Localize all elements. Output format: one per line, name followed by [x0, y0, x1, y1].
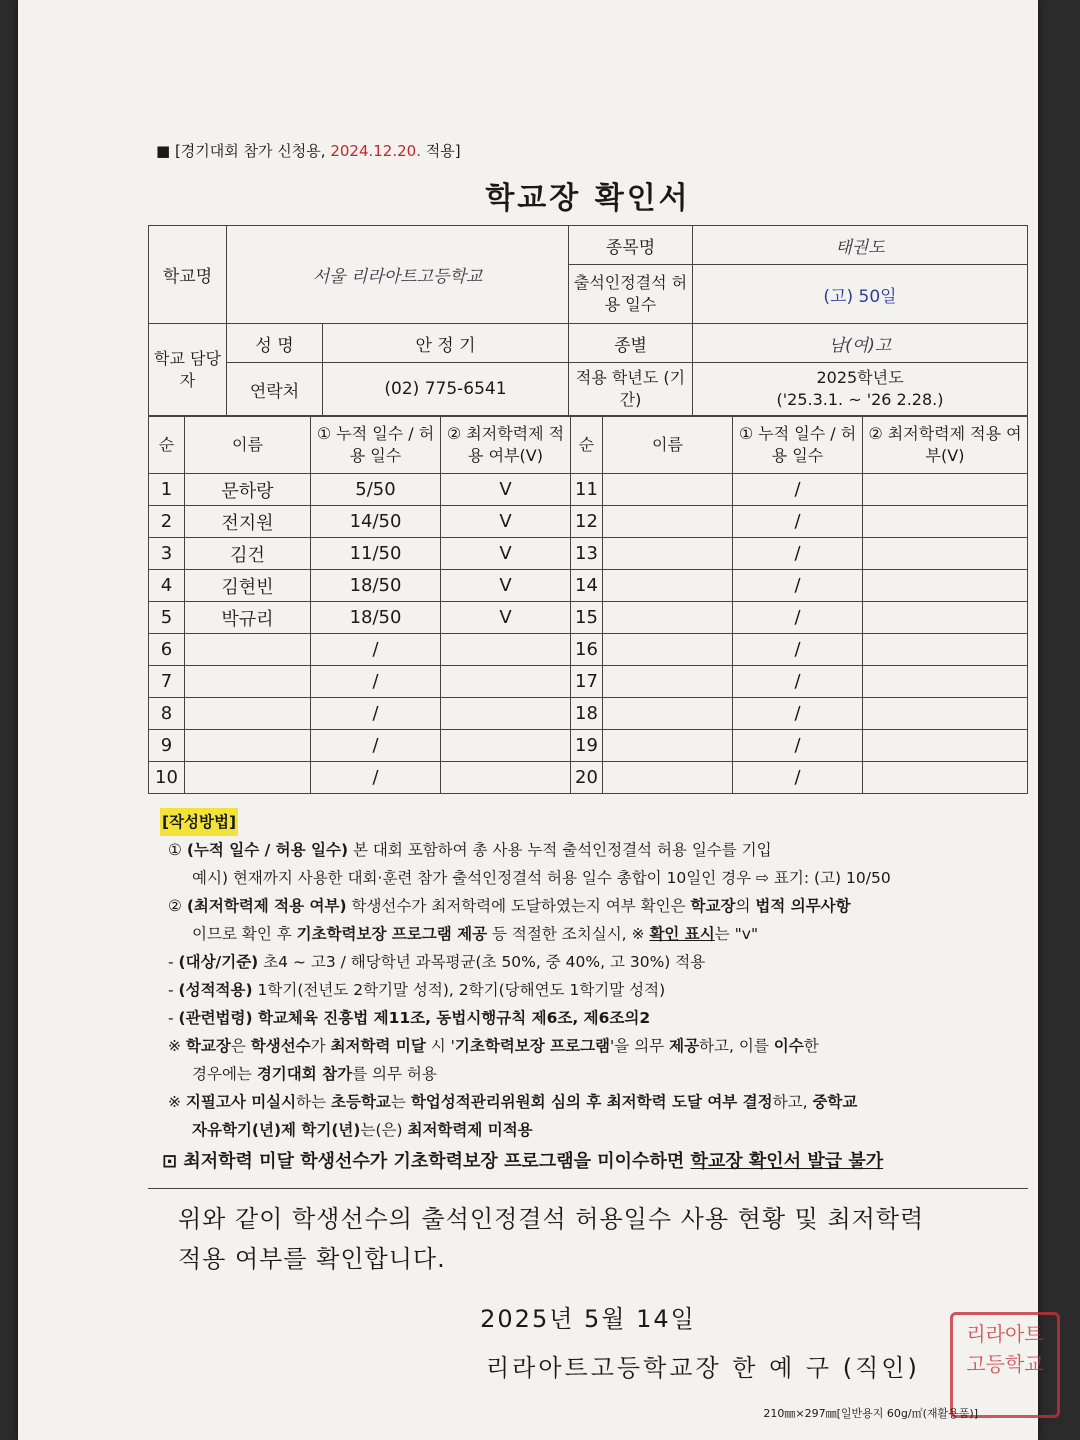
- row-no: 4: [149, 570, 185, 602]
- school-value: 서울 리라아트고등학교: [227, 226, 569, 324]
- row-days-2: /: [733, 666, 863, 698]
- official-seal: [950, 1312, 1060, 1418]
- col-days-2: ① 누적 일수 / 허용 일수: [733, 417, 863, 474]
- row-days: 11/50: [311, 538, 441, 570]
- row-no-2: 12: [571, 506, 603, 538]
- document-title: 학교장 확인서: [485, 181, 691, 216]
- signer: 리라아트고등학교장 한 예 구 (직인): [486, 1354, 920, 1382]
- row-name: [185, 762, 311, 794]
- table-row: [149, 698, 1028, 730]
- row-no-2: 13: [571, 538, 603, 570]
- row-days: /: [311, 762, 441, 794]
- col-min-2: ② 최저학력제 적용 여부(V): [863, 417, 1028, 474]
- row-name: 김현빈: [185, 570, 311, 602]
- row-min-2: [863, 666, 1028, 698]
- type-value: 남(여)고: [693, 324, 1028, 363]
- name-value: 안 정 기: [323, 324, 569, 363]
- year-period: ('25.3.1. ~ '26 2.28.): [776, 390, 944, 409]
- method-line-10: ※ 지필고사 미실시하는 초등학교는 학업성적관리위원회 심의 후 최저학력 도달 여부 결정하고, 중학교: [168, 1093, 858, 1111]
- row-name: 김건: [185, 538, 311, 570]
- row-days-2: /: [733, 602, 863, 634]
- row-min: [441, 698, 571, 730]
- row-min: [441, 666, 571, 698]
- row-days: /: [311, 698, 441, 730]
- confirm-text: 위와 같이 학생선수의 출석인정결석 허용일수 사용 현황 및 최저학력 적용 여부를 확인합니다.: [178, 1205, 925, 1273]
- col-name-2: 이름: [603, 417, 733, 474]
- table-row: [149, 634, 1028, 666]
- row-min-2: [863, 698, 1028, 730]
- method-line-9: 경우에는 경기대회 참가를 의무 허용: [192, 1065, 437, 1083]
- row-days-2: /: [733, 506, 863, 538]
- row-no-2: 16: [571, 634, 603, 666]
- row-no-2: 15: [571, 602, 603, 634]
- row-days: 18/50: [311, 570, 441, 602]
- row-name-2: [603, 538, 733, 570]
- row-min-2: [863, 634, 1028, 666]
- method-line-5: - (대상/기준) 초4 ~ 고3 / 해당학년 과목평균(초 50%, 중 40%, 고 30%) 적용: [168, 953, 706, 971]
- method-section: [148, 808, 1028, 1176]
- info-table: [148, 225, 1028, 416]
- method-line-8: ※ 학교장은 학생선수가 최저학력 미달 시 '기초학력보장 프로그램'을 의무 제공하고, 이를 이수한: [168, 1037, 819, 1055]
- row-name: 박규리: [185, 602, 311, 634]
- table-row: [149, 506, 1028, 538]
- row-days: 5/50: [311, 474, 441, 506]
- col-no-2: 순: [571, 417, 603, 474]
- document-body: [148, 140, 1028, 1383]
- col-no: 순: [149, 417, 185, 474]
- method-line-1: ① (누적 일수 / 허용 일수) 본 대회 포함하여 총 사용 누적 출석인정결석 허용 일수를 기입: [168, 841, 772, 859]
- row-min-2: [863, 570, 1028, 602]
- school-label: 학교명: [149, 226, 227, 324]
- days-label: 출석인정결석 허용 일수: [569, 265, 693, 324]
- row-name-2: [603, 602, 733, 634]
- method-line-7: - (관련법령) 학교체육 진흥법 제11조, 동법시행규칙 제6조, 제6조의2: [168, 1009, 651, 1027]
- row-min-2: [863, 602, 1028, 634]
- tag-date: 2024.12.20.: [330, 142, 421, 160]
- table-row: [149, 666, 1028, 698]
- row-min: [441, 634, 571, 666]
- days-value: (고) 50일: [693, 265, 1028, 324]
- separator-line: [148, 1188, 1028, 1189]
- row-days-2: /: [733, 570, 863, 602]
- arrow-box-icon: ⊡: [162, 1151, 178, 1172]
- row-no-2: 20: [571, 762, 603, 794]
- row-name: [185, 698, 311, 730]
- row-days-2: /: [733, 698, 863, 730]
- method-line-4: 이므로 확인 후 기초학력보장 프로그램 제공 등 적절한 조치실시, ※ 확인 표시는 "v": [192, 925, 759, 943]
- final-notice: ⊡ 최저학력 미달 학생선수가 기초학력보장 프로그램을 미이수하면 학교장 확인서 발급 불가: [162, 1151, 884, 1172]
- row-days-2: /: [733, 474, 863, 506]
- row-name-2: [603, 506, 733, 538]
- row-min: V: [441, 570, 571, 602]
- row-name-2: [603, 634, 733, 666]
- row-name: [185, 730, 311, 762]
- bullet-square-icon: ■: [156, 142, 175, 160]
- confirm-date: 2025년 5월 14일: [480, 1305, 696, 1333]
- sport-value: 태권도: [693, 226, 1028, 265]
- row-days: 18/50: [311, 602, 441, 634]
- year-cell: [693, 363, 1028, 416]
- row-no: 9: [149, 730, 185, 762]
- roster-table: [148, 416, 1028, 794]
- name-label: 성 명: [227, 324, 323, 363]
- col-days: ① 누적 일수 / 허용 일수: [311, 417, 441, 474]
- row-no: 6: [149, 634, 185, 666]
- row-days: /: [311, 666, 441, 698]
- col-min: ② 최저학력제 적용 여부(V): [441, 417, 571, 474]
- row-no: 1: [149, 474, 185, 506]
- row-name-2: [603, 666, 733, 698]
- table-row: [149, 474, 1028, 506]
- method-heading: [작성방법]: [160, 808, 238, 836]
- row-min-2: [863, 474, 1028, 506]
- row-no: 3: [149, 538, 185, 570]
- row-name: [185, 666, 311, 698]
- row-min: [441, 762, 571, 794]
- table-row: [149, 730, 1028, 762]
- row-name: 전지원: [185, 506, 311, 538]
- method-line-2: 예시) 현재까지 사용한 대회·훈련 참가 출석인정결석 허용 일수 총합이 10일인 경우 ⇨ 표기: (고) 10/50: [192, 869, 891, 887]
- row-name: 문하랑: [185, 474, 311, 506]
- row-days-2: /: [733, 634, 863, 666]
- row-min-2: [863, 730, 1028, 762]
- type-label: 종별: [569, 324, 693, 363]
- row-days: /: [311, 730, 441, 762]
- row-days-2: /: [733, 762, 863, 794]
- row-name: [185, 634, 311, 666]
- row-min: V: [441, 538, 571, 570]
- document-page: [18, 0, 1044, 1440]
- row-days-2: /: [733, 538, 863, 570]
- sport-label: 종목명: [569, 226, 693, 265]
- manager-label: 학교 담당자: [149, 324, 227, 416]
- row-name-2: [603, 570, 733, 602]
- row-no: 7: [149, 666, 185, 698]
- row-no: 5: [149, 602, 185, 634]
- method-line-11: 자유학기(년)제 학기(년)는(은) 최저학력제 미적용: [192, 1121, 533, 1139]
- row-min: V: [441, 506, 571, 538]
- row-name-2: [603, 730, 733, 762]
- col-name: 이름: [185, 417, 311, 474]
- row-no: 2: [149, 506, 185, 538]
- row-name-2: [603, 474, 733, 506]
- row-days: 14/50: [311, 506, 441, 538]
- row-no: 8: [149, 698, 185, 730]
- row-no-2: 14: [571, 570, 603, 602]
- contact-value: (02) 775-6541: [323, 363, 569, 416]
- row-days-2: /: [733, 730, 863, 762]
- row-no-2: 11: [571, 474, 603, 506]
- row-min: V: [441, 602, 571, 634]
- row-min: V: [441, 474, 571, 506]
- table-row: [149, 602, 1028, 634]
- row-days: /: [311, 634, 441, 666]
- method-line-3: ② (최저학력제 적용 여부) 학생선수가 최저학력에 도달하였는지 여부 확인은 학교장의 법적 의무사항: [168, 897, 851, 915]
- row-no-2: 18: [571, 698, 603, 730]
- form-tag: ■ [경기대회 참가 신청용, 2024.12.20. 적용]: [156, 142, 461, 160]
- row-no-2: 19: [571, 730, 603, 762]
- row-min-2: [863, 538, 1028, 570]
- row-min: [441, 730, 571, 762]
- year-value: 2025학년도: [816, 368, 904, 387]
- method-line-6: - (성적적용) 1학기(전년도 2학기말 성적), 2학기(당해연도 1학기말 성적): [168, 981, 666, 999]
- row-min-2: [863, 762, 1028, 794]
- row-min-2: [863, 506, 1028, 538]
- year-label: 적용 학년도 (기간): [569, 363, 693, 416]
- row-no-2: 17: [571, 666, 603, 698]
- table-row: [149, 570, 1028, 602]
- contact-label: 연락처: [227, 363, 323, 416]
- row-name-2: [603, 762, 733, 794]
- paper-spec: 210㎜×297㎜[일반용지 60g/㎡(재활용품)]: [763, 1407, 978, 1420]
- row-name-2: [603, 698, 733, 730]
- table-row: [149, 762, 1028, 794]
- seal-text: 리라아트고등학교: [966, 1322, 1044, 1376]
- row-no: 10: [149, 762, 185, 794]
- table-row: [149, 538, 1028, 570]
